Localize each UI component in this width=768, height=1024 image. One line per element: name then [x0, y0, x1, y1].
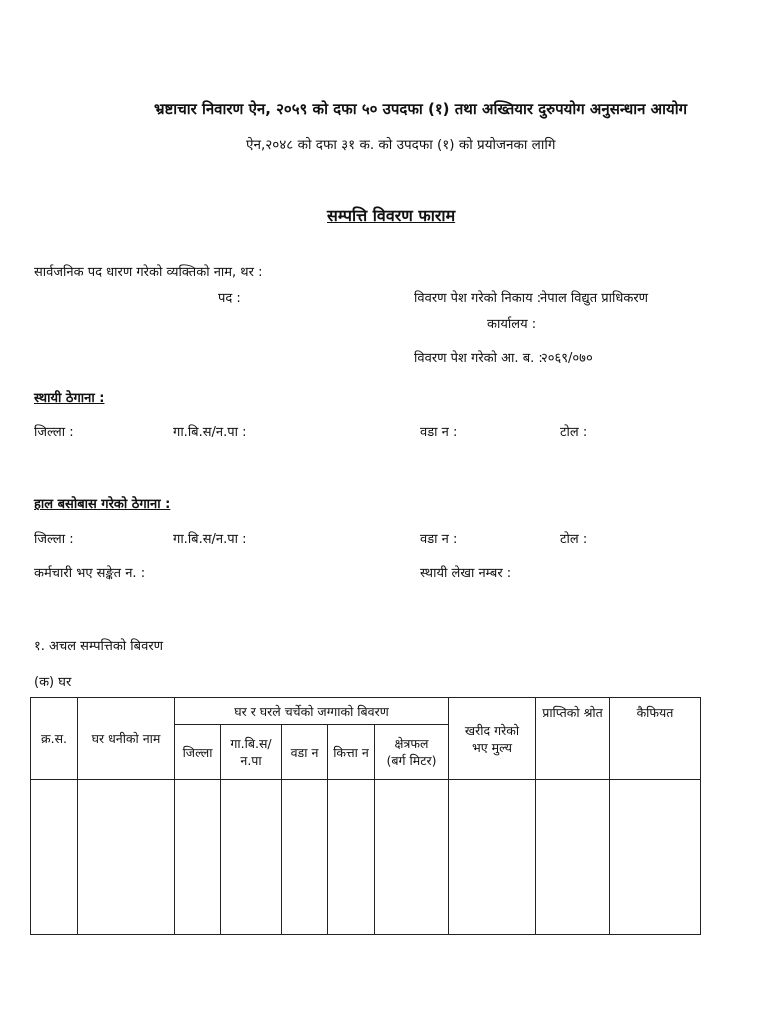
col-header-area: क्षेत्रफल (बर्ग मिटर) [375, 725, 449, 780]
col-header-plot: कित्ता न [328, 725, 375, 780]
col-header-source: प्राप्तिको श्रोत [536, 698, 610, 780]
permanent-tole-label: टोल : [560, 425, 588, 440]
immovable-property-heading: १. अचल सम्पत्तिको बिवरण [34, 639, 164, 654]
name-label: सार्वजनिक पद धारण गरेको व्यक्तिको नाम, थर : [34, 265, 263, 280]
current-vdc-label: गा.बि.स/न.पा : [173, 532, 247, 547]
col-header-ward: वडा न [282, 725, 328, 780]
col-header-vdc: गा.बि.स/ न.पा [221, 725, 282, 780]
col-header-sn: क्र.स. [31, 698, 78, 780]
post-label: पद : [218, 291, 241, 306]
body-label: विवरण पेश गरेको निकाय : [414, 291, 542, 306]
table-cell[interactable] [328, 780, 375, 935]
current-ward-label: वडा न : [420, 532, 458, 547]
fiscal-year-value: २०६९/०७० [541, 351, 593, 366]
current-district-label: जिल्ला : [34, 532, 74, 547]
table-cell[interactable] [221, 780, 282, 935]
table-cell[interactable] [536, 780, 610, 935]
current-tole-label: टोल : [560, 532, 588, 547]
office-label: कार्यालय : [487, 317, 537, 332]
col-header-land-group: घर र घरले चर्चेको जग्गाको बिवरण [175, 698, 449, 725]
table-cell[interactable] [449, 780, 536, 935]
permanent-address-heading: स्थायी ठेगाना : [34, 391, 105, 406]
permanent-district-label: जिल्ला : [34, 425, 74, 440]
house-details-table [30, 697, 701, 935]
col-header-remarks: कैफियत [610, 698, 701, 780]
table-cell[interactable] [78, 780, 175, 935]
permanent-vdc-label: गा.बि.स/न.पा : [173, 425, 247, 440]
table-cell[interactable] [375, 780, 449, 935]
staff-code-label: कर्मचारी भए सङ्केत न. : [34, 566, 146, 581]
house-subheading: (क) घर [34, 675, 72, 690]
pan-label: स्थायी लेखा नम्बर : [420, 566, 512, 581]
table-row [31, 780, 701, 935]
permanent-ward-label: वडा न : [420, 425, 458, 440]
form-title: सम्पत्ति विवरण फाराम [327, 206, 456, 225]
current-address-heading: हाल बसोबास गरेको ठेगाना : [34, 497, 171, 512]
col-header-district: जिल्ला [175, 725, 221, 780]
col-header-owner: घर धनीको नाम [78, 698, 175, 780]
header-line-1: भ्रष्टाचार निवारण ऐन, २०५९ को दफा ५० उपदफा (१) तथा अख्तियार दुरुपयोग अनुसन्धान आयोग [154, 100, 688, 118]
table-cell[interactable] [175, 780, 221, 935]
body-value: नेपाल विद्युत प्राधिकरण [540, 291, 649, 306]
table-cell[interactable] [282, 780, 328, 935]
header-line-2: ऐन,२०४८ को दफा ३१ क. को उपदफा (१) को प्रयोजनका लागि [246, 137, 556, 153]
col-header-price: खरीद गरेको भए मुल्य [449, 698, 536, 780]
table-cell[interactable] [610, 780, 701, 935]
table-cell[interactable] [31, 780, 78, 935]
fiscal-year-label: विवरण पेश गरेको आ. ब. : [414, 351, 543, 366]
